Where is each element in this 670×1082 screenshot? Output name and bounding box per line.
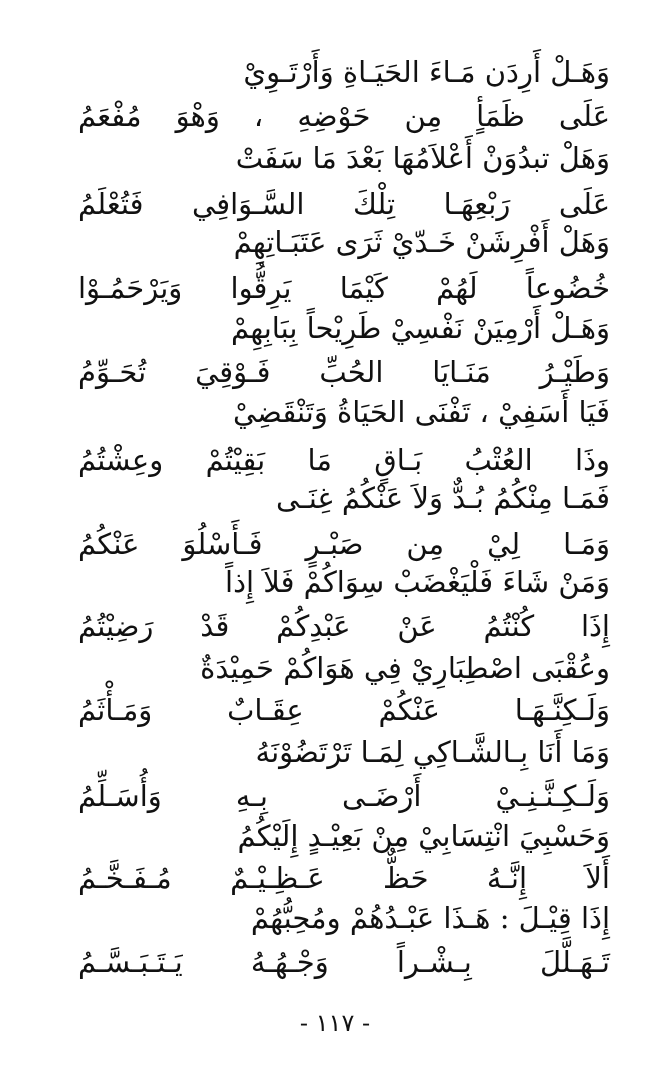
verse-line-9: فَيَا أَسَفِيْ ، تَفْنَى الحَيَاةُ وَتَنْقَضِيْ — [233, 395, 610, 429]
verse-line-15: وعُقْبَى اصْطِبَارِيْ فِي هَوَاكُمْ حَمِيْدَةٌ — [200, 651, 610, 685]
verse-line-16: وَلَـكِنَّـهَـا عَنْكُمْ عِقَـابٌ وَمَـأْثَمُ — [78, 693, 610, 727]
verse-line-22: تَـهَـلَّلَ بِـشْـراً وَجْـهُـهُ يَـتَـبَـسَّـمُ — [78, 945, 610, 979]
verse-line-8: وَطَيْـرُ مَنَـايَا الحُبِّ فَـوْقِيَ تُحَـوِّمُ — [78, 355, 610, 389]
verse-line-6: خُضُوعاً لَهُمْ كَيْمَا يَرِقُّوا وَيَرْحَمُـوْا — [78, 271, 610, 305]
verse-line-13: وَمَنْ شَاءَ فَلْيَغْضَبْ سِوَاكُمْ فَلاَ إِذاً — [225, 565, 610, 599]
verse-line-12: وَمَـا لِيْ مِن صَبْـرٍ فَـأَسْلُوَ عَنْكُمُ — [78, 527, 610, 561]
page-number: - ١١٧ - — [299, 1009, 371, 1037]
verse-line-1: وَهَـلْ أَرِدَن مَـاءَ الحَيَـاةِ وَأَرْتَـوِيْ — [243, 55, 610, 89]
verse-line-3: وَهَلْ تبدُوَنْ أَعْلاَمُهَا بَعْدَ مَا سَفَتْ — [235, 141, 610, 175]
verse-line-17: وَمَا أَنَا بِـالشَّـاكِي لِمَـا تَرْتَضُوْنَهُ — [255, 735, 610, 769]
verse-line-4: عَلَى رَبْعِهَـا تِلْكَ السَّـوَافِي فَتُعْلَمُ — [78, 187, 610, 221]
verse-line-21: إِذَا قِيْـلَ : هَـذَا عَبْـدُهُمْ ومُحِبُّهُمْ — [250, 901, 610, 935]
verse-line-2: عَلَى ظَمَأٍ مِن حَوْضِهِ ، وَهْوَ مُفْعَمُ — [78, 99, 610, 133]
verse-line-11: فَمَـا مِنْكُمُ بُـدٌّ وَلاَ عَنْكُمُ غِنَـى — [276, 481, 610, 515]
verse-line-20: أَلاَ إِنَّـهُ حَظٌّ عَـظِـيْـمٌ مُـفَـخَّـمُ — [78, 861, 610, 895]
verse-line-5: وَهَلْ أَفْرِشَنْ خَـدّيْ ثَرَى عَتَبَـاتِهِمْ — [233, 225, 610, 259]
verse-line-7: وَهَـلْ أَرْمِيَنْ نَفْسِيْ طَرِيْحاً بِبَابِهِمْ — [231, 311, 610, 345]
verse-line-19: وَحَسْبِيَ انْتِسَابِيْ مِنْ بَعِيْـدٍ إِلَيْكُمُ — [237, 819, 610, 853]
verse-line-14: إِذَا كُنْتُمُ عَنْ عَبْدِكُمْ قَدْ رَضِيْتُمُ — [78, 609, 610, 643]
verse-line-10: وذَا العُتْبُ بَـاقٍ مَا بَقِيْتُمْ وعِشْتُمُ — [78, 443, 610, 477]
verse-line-18: وَلَـكِـنَّـنِـيْ أَرْضَـى بِـهِ وَأُسَـلِّمُ — [78, 779, 610, 813]
